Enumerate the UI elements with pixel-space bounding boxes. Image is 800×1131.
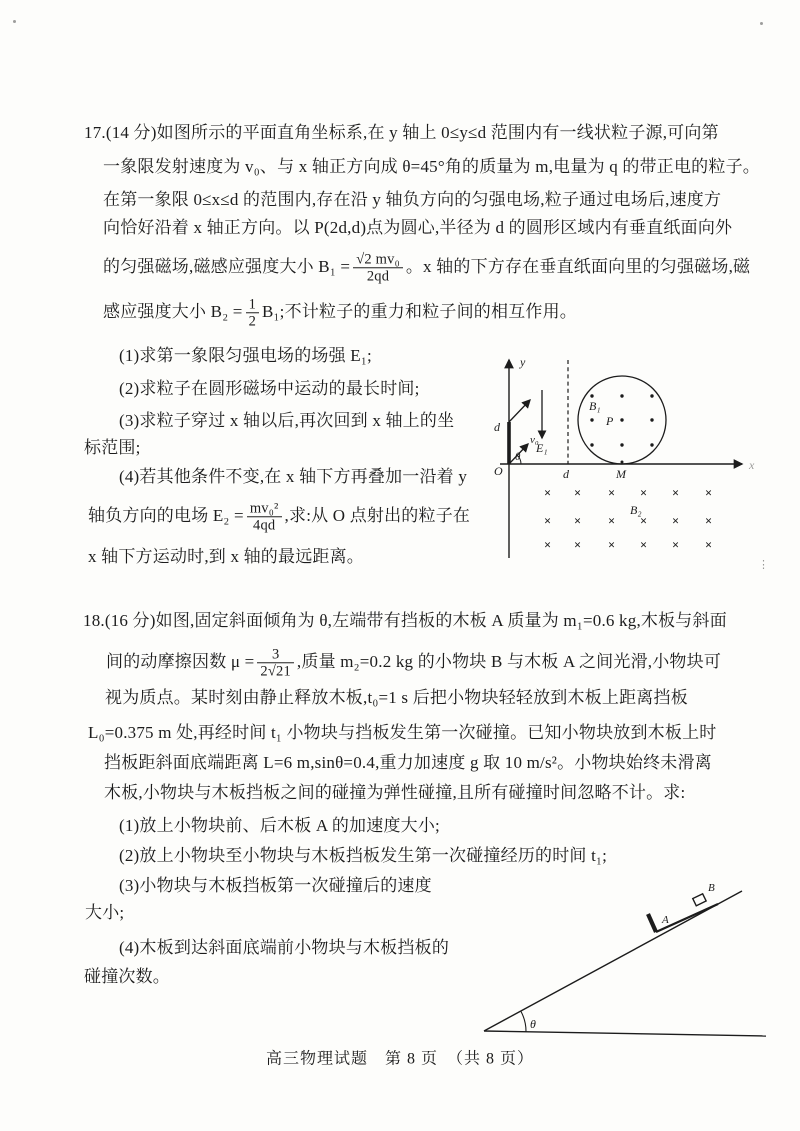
q17-subquestion-4-cont2: x 轴下方运动时,到 x 轴的最远距离。 [88,546,364,566]
scan-artifact: ⋮ [758,559,769,571]
svg-text:×: × [640,486,648,500]
theta-label: θ [515,451,521,463]
block-b-label: B [708,882,715,894]
svg-text:×: × [608,538,616,552]
d-on-y-label: d [494,420,500,434]
p-label: P [606,414,614,428]
launch-arrow-upper [509,400,530,422]
scan-speck [760,22,763,25]
q18-line-2 [106,646,721,679]
fraction-b1 [353,251,403,284]
d-on-x-label: d [563,467,569,481]
fraction-half [246,296,259,329]
svg-text:×: × [608,486,616,500]
origin-label: O [494,464,503,478]
q18-line-4: L₀=0.375 m 处,再经时间 t₁ 小物块与挡板发生第一次碰撞。已知小物块放到木板上时 [88,722,717,742]
center-point-p [620,418,623,421]
tangent-point-m [621,461,624,464]
q17-subquestion-4: (4)若其他条件不变,在 x 轴下方再叠加一沿着 y [119,466,468,486]
fraction-half-numerator: 1 [248,296,257,313]
page-footer: 高三物理试题 第 8 页 （共 8 页） [265,1050,534,1068]
x-axis-label: x [749,458,755,472]
b1-label: B₁ [589,399,601,413]
q17-q4-text-b: 轴负方向的电场 E₂ = [88,505,244,525]
fraction-b1-denominator: 2qd [353,268,403,285]
fraction-mu [257,646,294,679]
q17-subquestion-4-cont1 [88,500,470,533]
svg-text:×: × [608,514,616,528]
q17-line-6 [103,296,577,329]
incline-surface [484,891,742,1031]
q17-subquestion-3: (3)求粒子穿过 x 轴以后,再次回到 x 轴上的坐 [119,410,455,430]
svg-text:×: × [574,514,582,528]
q17-line-6-text-b: B₁;不计粒子的重力和粒子间的相互作用。 [262,301,578,321]
svg-text:×: × [544,486,552,500]
y-axis-label: y [520,355,526,369]
field-into-page-marks [544,486,712,552]
fraction-e2-denominator: 4qd [247,517,282,534]
q18-subquestion-3-cont: 大小; [85,902,125,922]
fraction-b1-numerator: √2 mv₀ [356,251,400,268]
q17-line-5-text-b: 。x 轴的下方存在垂直纸面向里的匀强磁场,磁 [405,256,751,276]
q17-line-1: 17.(14 分)如图所示的平面直角坐标系,在 y 轴上 0≤y≤d 范围内有一线状粒子源,可向第 [84,122,719,142]
q18-line-6: 木板,小物块与木板挡板之间的碰撞为弹性碰撞,且所有碰撞时间忽略不计。求: [104,782,686,802]
b2-label: B₂ [630,503,642,517]
block-b [693,894,706,906]
q18-subquestion-4: (4)木板到达斜面底端前小物块与木板挡板的 [119,937,450,957]
fraction-e2 [247,500,282,533]
q17-line-2: 一象限发射速度为 v₀、与 x 轴正方向成 θ=45°角的质量为 m,电量为 q 的带正电的粒子。 [103,156,760,176]
q18-line-3: 视为质点。某时刻由静止释放木板,t₀=1 s 后把小物块轻轻放到木板上距离挡板 [105,687,688,707]
fraction-half-denominator: 2 [246,313,259,330]
q17-line-5-text-a: 的匀强磁场,磁感应强度大小 B₁ = [103,256,351,276]
svg-text:×: × [544,514,552,528]
svg-text:×: × [705,486,713,500]
q18-subquestion-2: (2)放上小物块至小物块与木板挡板发生第一次碰撞经历的时间 t₁; [119,845,608,865]
e1-label: E₁ [536,441,548,455]
svg-text:×: × [640,514,648,528]
svg-text:×: × [705,538,713,552]
q18-line-5: 挡板距斜面底端距离 L=6 m,sinθ=0.4,重力加速度 g 取 10 m/s²。小物块始终未滑离 [104,752,712,772]
q17-line-3: 在第一象限 0≤x≤d 的范围内,存在沿 y 轴负方向的匀强电场,粒子通过电场后,速度方 [103,189,722,209]
q17-subquestion-3-cont: 标范围; [84,437,141,457]
q18-subquestion-1: (1)放上小物块前、后木板 A 的加速度大小; [119,815,440,835]
figure-q18-incline-diagram [478,878,788,1043]
board-a-label: A [662,914,669,926]
incline-theta-label: θ [530,1017,536,1031]
fraction-mu-denominator: 2√21 [257,663,294,680]
q17-q4-text-c: ,求:从 O 点射出的粒子在 [284,505,471,525]
svg-text:×: × [672,538,680,552]
svg-text:×: × [640,538,648,552]
svg-text:×: × [672,486,680,500]
fraction-e2-numerator: mv₀² [249,500,279,517]
q17-subquestion-2: (2)求粒子在圆形磁场中运动的最长时间; [119,378,420,398]
q17-line-5 [103,251,750,284]
svg-text:×: × [574,538,582,552]
incline-angle-arc [521,1012,526,1032]
fraction-mu-numerator: 3 [271,646,280,663]
scan-speck [13,20,16,23]
svg-text:×: × [544,538,552,552]
figure-q17-field-diagram [492,348,772,583]
m-label: M [616,467,626,481]
baffle [648,914,656,932]
q17-line-6-text-a: 感应强度大小 B₂ = [103,301,243,321]
svg-text:×: × [574,486,582,500]
q17-subquestion-1: (1)求第一象限匀强电场的场强 E₁; [119,345,372,365]
v0-label: v₀ [530,434,539,446]
q17-line-4: 向恰好沿着 x 轴正方向。以 P(2d,d)点为圆心,半径为 d 的圆形区域内有垂直纸面向外 [103,217,733,237]
q18-line-2-text-a: 间的动摩擦因数 μ = [106,651,255,671]
q18-subquestion-4-cont: 碰撞次数。 [84,966,170,986]
q18-line-2-text-b: ,质量 m₂=0.2 kg 的小物块 B 与木板 A 之间光滑,小物块可 [296,651,722,671]
svg-text:×: × [672,514,680,528]
q18-line-1: 18.(16 分)如图,固定斜面倾角为 θ,左端带有挡板的木板 A 质量为 m₁=0.6 kg,木板与斜面 [83,610,727,630]
svg-text:×: × [705,514,713,528]
q18-subquestion-3: (3)小物块与木板挡板第一次碰撞后的速度 [119,875,432,895]
